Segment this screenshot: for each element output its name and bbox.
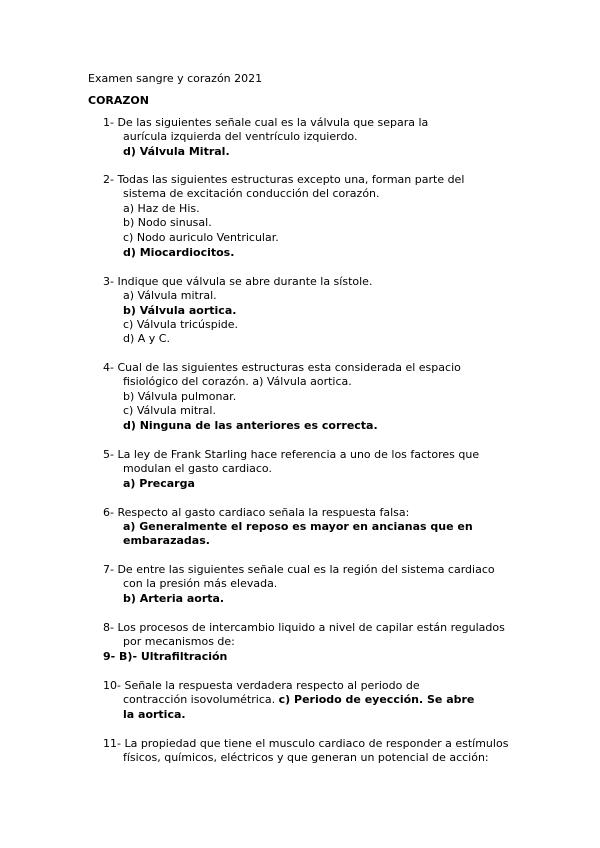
question-2-option-c: c) Nodo auriculo Ventricular. [123,231,279,244]
question-6-answer-line-2: embarazadas. [123,534,210,547]
section-title: CORAZON [88,94,149,107]
question-11-line-2: físicos, químicos, eléctricos y que generan un potencial de acción: [123,751,489,764]
question-11-line-1: 11- La propiedad que tiene el musculo cardiaco de responder a estímulos [103,737,509,750]
question-2-line-1: 2- Todas las siguientes estructuras excepto una, forman parte del [103,173,465,186]
question-4-option-b: b) Válvula pulmonar. [123,390,237,403]
question-4-option-c: c) Válvula mitral. [123,404,216,417]
question-6-answer-line-1: a) Generalmente el reposo es mayor en ancianas que en [123,520,473,533]
question-1-answer: d) Válvula Mitral. [123,145,230,158]
question-7-line-2: con la presión más elevada. [123,577,278,590]
question-5-answer: a) Precarga [123,477,195,490]
question-2-answer: d) Miocardiocitos. [123,246,235,259]
question-7-answer: b) Arteria aorta. [123,592,225,605]
question-4-line-2: fisiológico del corazón. a) Válvula aortica. [123,375,352,388]
question-8-line-1: 8- Los procesos de intercambio liquido a nivel de capilar están regulados [103,621,505,634]
question-6-line-1: 6- Respecto al gasto cardiaco señala la respuesta falsa: [103,506,410,519]
question-10-line-2 [123,693,474,707]
question-5-line-1: 5- La ley de Frank Starling hace referencia a uno de los factores que [103,448,480,461]
question-10-line-1: 10- Señale la respuesta verdadera respecto al periodo de [103,679,420,692]
question-2-option-b: b) Nodo sinusal. [123,216,212,229]
question-10-answer: c) Periodo de eyección. Se abre [278,693,475,706]
document-header: Examen sangre y corazón 2021 [88,72,263,85]
question-10-answer-line-2: la aortica. [123,708,186,721]
question-3-answer: b) Válvula aortica. [123,304,237,317]
question-4-line-1: 4- Cual de las siguientes estructuras esta considerada el espacio [103,361,461,374]
question-3-line-1: 3- Indique que válvula se abre durante la sístole. [103,275,373,288]
question-1-line-1: 1- De las siguientes señale cual es la válvula que separa la [103,116,429,129]
question-8-line-2: por mecanismos de: [123,635,235,648]
question-7-line-1: 7- De entre las siguientes señale cual es la región del sistema cardiaco [103,563,495,576]
question-4-answer: d) Ninguna de las anteriores es correcta. [123,419,378,432]
question-10-line-2-text: contracción isovolumétrica. [123,693,279,706]
question-5-line-2: modulan el gasto cardiaco. [123,462,272,475]
question-1-line-2: aurícula izquierda del ventrículo izquierdo. [123,130,358,143]
question-2-option-a: a) Haz de His. [123,202,200,215]
question-3-option-d: d) A y C. [123,332,170,345]
question-8-answer: 9- B)- Ultrafiltración [103,650,228,663]
question-3-option-a: a) Válvula mitral. [123,289,217,302]
question-3-option-c: c) Válvula tricúspide. [123,318,239,331]
question-2-line-2: sistema de excitación conducción del corazón. [123,187,380,200]
